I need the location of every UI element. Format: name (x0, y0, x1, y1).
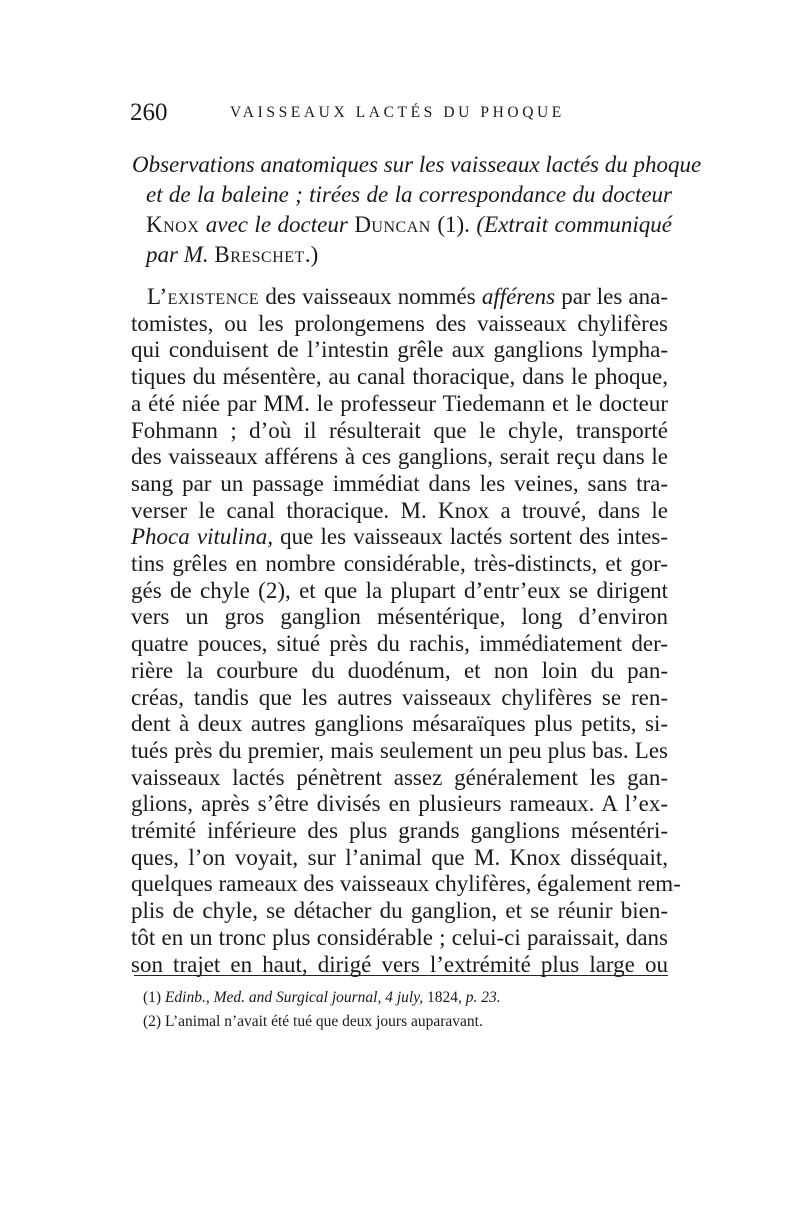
title-line (132, 180, 672, 210)
title-text: .) (304, 242, 319, 267)
text-line: tôt en un tronc plus considérable ; celui-ci paraissait, dans (131, 924, 668, 950)
text-line: tués près du premier, mais seulement un peu plus bas. Les (131, 737, 668, 763)
text-line: rière la courbure du duodénum, et non loin du pan- (131, 657, 668, 683)
text-line: vaisseaux lactés pénètrent assez généralement les gan- (131, 764, 668, 790)
text-line (131, 524, 668, 551)
title-text: et de la baleine ; tirées de la correspondance du docteur (146, 182, 672, 207)
text-line: qui conduisent de l’intestin grêle aux ganglions lympha- (131, 337, 668, 363)
text-line: quelques rameaux des vaisseaux chylifères, également rem- (131, 871, 681, 897)
footnote-2: (2) L’animal n’avait été tué que deux jours auparavant. (143, 1013, 483, 1030)
text-line (131, 284, 668, 311)
author-name-duncan: Duncan (354, 212, 431, 237)
footnote-rule (134, 975, 668, 976)
text-line: Fohmann ; d’où il résulterait que le chyle, transporté (131, 417, 668, 443)
title-text: M. (183, 242, 215, 267)
text-line: tomistes, ou les prolongemens des vaisseaux chylifères (131, 310, 668, 336)
body-paragraph (131, 284, 681, 978)
species-name: Phoca vitulina, (131, 524, 273, 550)
title-text: avec le docteur (199, 212, 355, 237)
text-span: que les vaisseaux lactés sortent des intes- (272, 524, 669, 550)
title-text: (Extrait communiqué (476, 212, 672, 237)
title-line (132, 240, 672, 270)
title-text: par (146, 242, 184, 267)
running-title: VAISSEAUX LACTÉS DU PHOQUE (230, 104, 565, 121)
text-line: ques, l’on voyait, sur l’animal que M. Knox disséquait, (131, 844, 668, 870)
article-title (132, 150, 702, 270)
footnote-1 (143, 986, 613, 1010)
page-number: 260 (130, 99, 168, 126)
title-line: Observations anatomiques sur les vaisseaux lactés du phoque (132, 152, 702, 177)
text-line: des vaisseaux afférens à ces ganglions, serait reçu dans le (131, 444, 668, 470)
drop-word: L’existence (147, 284, 260, 309)
text-line: tiques du mésentère, au canal thoracique, dans le phoque, (131, 364, 668, 390)
text-line: dent à deux autres ganglions mésaraïques plus petits, si- (131, 711, 668, 737)
text-line: verser le canal thoracique. M. Knox a trouvé, dans le (131, 497, 668, 523)
text-line: glions, après s’être divisés en plusieurs rameaux. A l’ex- (131, 791, 668, 817)
footnote-sep: , (458, 989, 466, 1006)
footnote-marker: (1) (143, 989, 165, 1006)
text-span: des vaisseaux nommés (259, 284, 482, 309)
text-line: plis de chyle, se détacher du ganglion, et se réunir bien- (131, 898, 668, 924)
contributor-name-breschet: Breschet (214, 242, 305, 267)
footnote-page: p. 23. (465, 989, 501, 1006)
footnote-ref: (1). (430, 212, 477, 237)
text-line: créas, tandis que les autres vaisseaux chylifères se ren- (131, 684, 668, 710)
text-line: vers un gros ganglion mésentérique, long d’environ (131, 604, 668, 630)
italic-term: afférens (481, 284, 556, 309)
text-line: trémité inférieure des plus grands ganglions mésentéri- (131, 818, 668, 844)
footnote-year: 1824 (427, 989, 458, 1006)
title-line (132, 210, 672, 240)
text-line: a été niée par MM. le professeur Tiedemann et le docteur (131, 390, 668, 416)
running-header (130, 98, 670, 128)
text-line: quatre pouces, situé près du rachis, immédiatement der- (131, 631, 668, 657)
text-line: gés de chyle (2), et que la plupart d’entr’eux se dirigent (131, 577, 668, 603)
text-line: tins grêles en nombre considérable, très-distincts, et gor- (131, 551, 668, 577)
text-line: sang par un passage immédiat dans les veines, sans tra- (131, 470, 668, 496)
text-line: son trajet en haut, dirigé vers l’extrémité plus large ou (131, 951, 668, 977)
footnote-citation: Edinb., Med. and Surgical journal, 4 july, (164, 989, 427, 1006)
footnotes (143, 986, 613, 1034)
text-span: par les ana- (555, 284, 668, 309)
author-name-knox: Knox (146, 212, 200, 237)
